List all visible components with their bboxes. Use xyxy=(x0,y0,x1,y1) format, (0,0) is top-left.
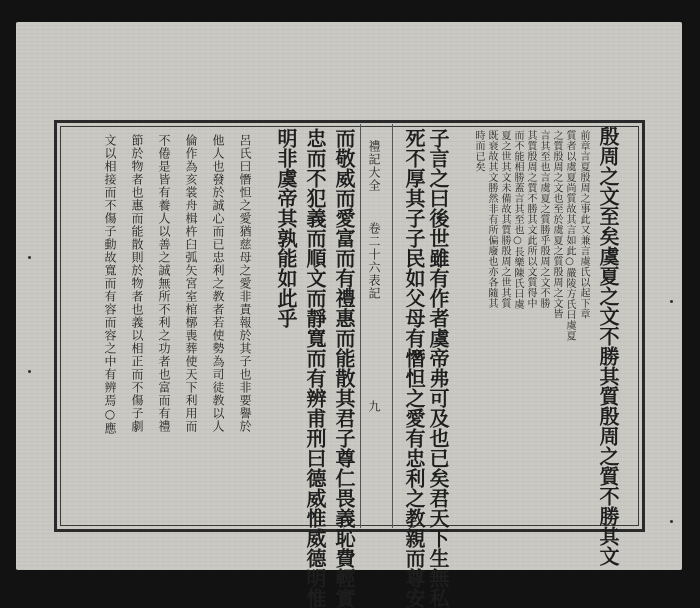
center-rule xyxy=(360,124,361,528)
text-column: 明非虞帝其孰能如此乎 xyxy=(274,128,298,328)
binding-hole xyxy=(28,370,31,373)
text-column: 而敬威而愛富而有禮惠而能散其君子尊仁畏義恥費輕實 xyxy=(332,128,356,608)
commentary-column: 質者以虞夏尚質故其言如此○嚴陵方氏曰虞夏 xyxy=(564,130,575,341)
commentary-column: 時而已矣 xyxy=(473,130,484,172)
commentary-column: 呂氏曰憯怛之愛猶慈母之愛非責報於其子也非要譽於 xyxy=(238,134,252,433)
binding-hole xyxy=(670,300,673,303)
commentary-column: 而不能相勝蓋言其至也○長樂陳氏曰虞 xyxy=(512,130,523,310)
center-page-number: 九 xyxy=(367,400,381,413)
text-column: 忠而不犯義而順文而靜寬而有辨甫刑曰德威惟威德明惟 xyxy=(303,128,327,608)
text-column-right-main: 殷周之文至矣虞夏之文不勝其質殷周之質不勝其文 xyxy=(596,126,620,566)
binding-hole xyxy=(28,256,31,259)
commentary-column: 倫作為亥裳舟楫杵臼弧矢宮室棺槨喪葬使天下利用而 xyxy=(184,134,198,433)
text-column: 死不厚其子子民如父母有憯怛之愛有忠利之教親而尊安 xyxy=(402,128,426,608)
commentary-column: 既衰故其文勝然非有所偏廢也亦各隨其 xyxy=(486,130,497,309)
commentary-column: 前章言夏殷周之事此又兼言虞氏以起下章 xyxy=(578,130,589,319)
commentary-column: 夏之世其文未備故其質勝殷周之世其質 xyxy=(499,130,510,309)
center-title: 禮記大全 xyxy=(367,140,381,192)
commentary-column: 不倦是皆有養人以善之誠無所不利之功者也富而有禮 xyxy=(157,134,171,433)
commentary-column: 言其至也言虞夏之質勝乎殷周之文不勝 xyxy=(538,130,549,309)
binding-hole xyxy=(670,520,673,523)
center-rule xyxy=(392,124,393,528)
center-volume: 卷二十六表記 xyxy=(367,222,381,300)
text-column: 子言之曰後世雖有作者虞帝弗可及也已矣君天下生無私 xyxy=(426,128,450,608)
commentary-column: 之質殷周之文也至於虞夏之質殷周之文皆 xyxy=(551,130,562,319)
commentary-column: 他人也發於誠心而已忠利之教者若使勢為司徒教以人 xyxy=(211,134,225,433)
commentary-column: 節於物者也惠而能散則於物者也義以相正而不傷子劇 xyxy=(130,134,144,433)
commentary-column: 文以相接而不傷子動故寬而有容而容之中有辨焉○應 xyxy=(103,134,117,435)
commentary-column: 其質殷周之質不勝其文此所以文質得中 xyxy=(525,130,536,309)
